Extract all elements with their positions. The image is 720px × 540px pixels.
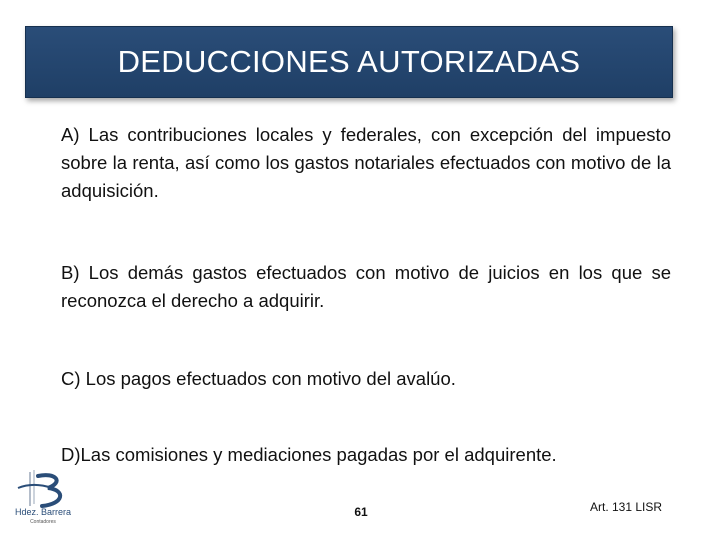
deduction-item-a: A) Las contribuciones locales y federales, con excepción del impuesto sobre la renta, así como los gastos notariales efectuados con motivo de la adquisición. (61, 124, 671, 201)
slide-title: DEDUCCIONES AUTORIZADAS (117, 44, 581, 79)
logo-subtitle: Contadores (30, 519, 56, 525)
deduction-item-c: C) Los pagos efectuados con motivo del avalúo. (61, 368, 456, 389)
title-banner (25, 26, 673, 98)
deduction-item-b: B) Los demás gastos efectuados con motivo de juicios en los que se reconozca el derecho a adquirir. (61, 262, 671, 311)
deduction-item-d: D)Las comisiones y mediaciones pagadas por el adquirente. (61, 444, 557, 465)
page-number: 61 (354, 505, 368, 519)
law-reference: Art. 131 LISR (590, 500, 663, 514)
logo-name: Hdez. Barrera (14, 507, 72, 517)
